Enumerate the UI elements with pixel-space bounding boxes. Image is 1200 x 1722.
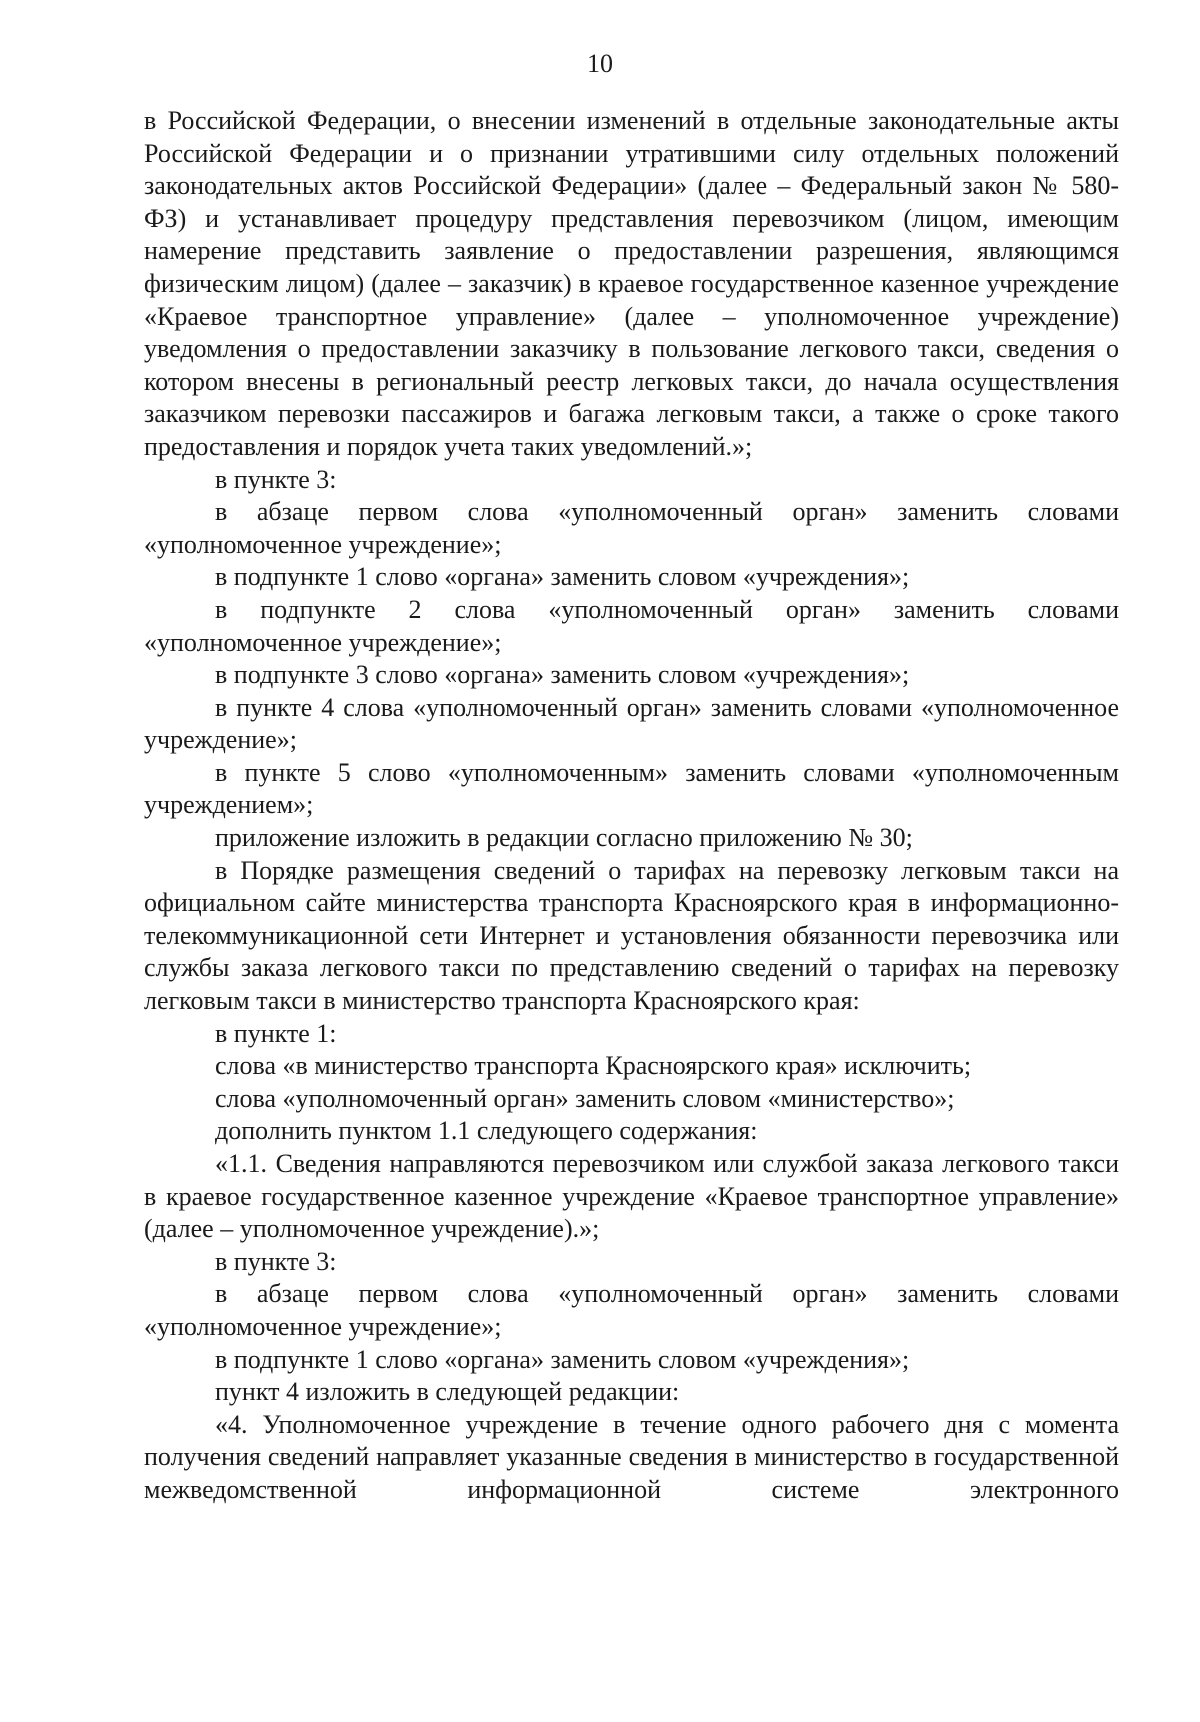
paragraph: приложение изложить в редакции согласно приложению № 30; (215, 823, 913, 853)
paragraph: в подпункте 1 слово «органа» заменить словом «учреждения»; (215, 562, 910, 592)
paragraph: в подпункте 1 слово «органа» заменить словом «учреждения»; (215, 1344, 910, 1374)
paragraph: «1.1. Сведения направляются перевозчиком или службой заказа легкового такси в краевое государственное казенное учреждение «Краевое транспортное управление» (далее – уполномоченное учреждение).»; (144, 1149, 1119, 1244)
paragraph: в пункте 3: (215, 1246, 337, 1276)
paragraph: в абзаце первом слова «уполномоченный орган» заменить словами «уполномоченное учреждение»; (144, 497, 1119, 559)
document-body (144, 105, 1119, 1507)
paragraph: в пункте 4 слова «уполномоченный орган» заменить словами «уполномоченное учреждение»; (144, 692, 1119, 755)
paragraph: в пункте 1: (215, 1018, 337, 1048)
paragraph-continues-next-page: «4. Уполномоченное учреждение в течение одного рабочего дня с момента получения сведений направляет указанные сведения в министерство в государственной межведомственной информационной системе электронного (144, 1409, 1119, 1504)
paragraph: в пункте 5 слово «уполномоченным» заменить словами «уполномоченным учреждением»; (144, 757, 1119, 820)
paragraph: слова «в министерство транспорта Красноярского края» исключить; (215, 1051, 972, 1081)
paragraph: в подпункте 3 слово «органа» заменить словом «учреждения»; (215, 660, 910, 690)
paragraph: пункт 4 изложить в следующей редакции: (215, 1377, 680, 1407)
paragraph: слова «уполномоченный орган» заменить словом «министерство»; (215, 1083, 955, 1113)
paragraph-continuation: в Российской Федерации, о внесении изменений в отдельные законодательные акты Российской Федерации и о признании утратившими силу отдельных положений законодательных актов Российской Федерации» (далее – Федеральный закон № 580-ФЗ) и устанавливает процедуру представления перевозчиком (лицом, имеющим намерение представить заявление о предоставлении разрешения, являющимся физическим лицом) (далее – заказчик) в краевое государственное казенное учреждение «Краевое транспортное управление» (далее – уполномоченное учреждение) уведомления о предоставлении заказчику в пользование легкового такси, сведения о котором внесены в региональный реестр легковых такси, до начала осуществления заказчиком перевозки пассажиров и багажа легковым такси, а также о сроке такого предоставления и порядок учета таких уведомлений.»; (144, 106, 1119, 461)
page-number: 10 (587, 49, 613, 78)
paragraph: дополнить пунктом 1.1 следующего содержания: (215, 1116, 758, 1146)
paragraph: в абзаце первом слова «уполномоченный орган» заменить словами «уполномоченное учреждение»; (144, 1279, 1119, 1341)
paragraph: в подпункте 2 слова «уполномоченный орган» заменить словами «уполномоченное учреждение»; (144, 594, 1119, 657)
paragraph: в Порядке размещения сведений о тарифах на перевозку легковым такси на официальном сайте министерства транспорта Красноярского края в информационно-телекоммуникационной сети Интернет и установления обязанности перевозчика или службы заказа легкового такси по представлению сведений о тарифах на перевозку легковым такси в министерство транспорта Красноярского края: (144, 855, 1119, 1016)
paragraph: в пункте 3: (215, 464, 337, 494)
